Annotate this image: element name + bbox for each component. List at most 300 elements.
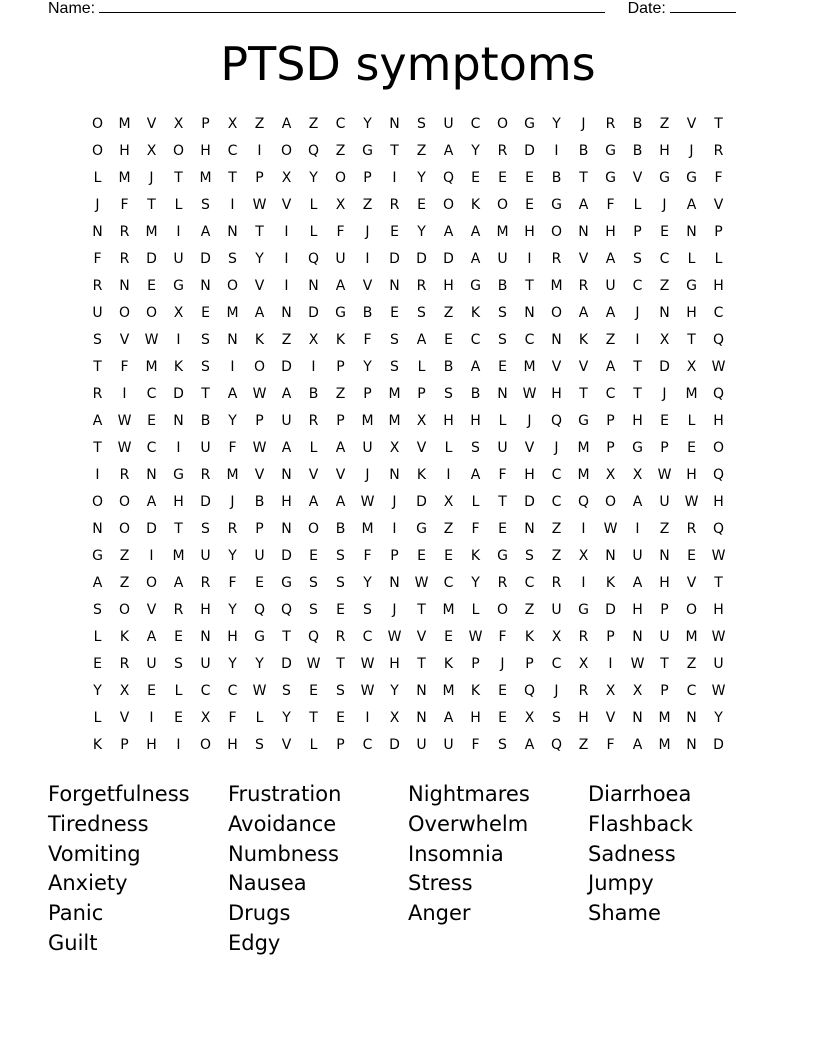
grid-letter: I: [581, 521, 586, 537]
grid-letter: F: [714, 170, 723, 186]
grid-letter: R: [308, 413, 319, 429]
grid-letter: W: [360, 494, 375, 510]
grid-letter: N: [146, 467, 157, 483]
grid-letter: I: [230, 359, 235, 375]
grid-letter: E: [525, 197, 534, 213]
grid-letter: D: [659, 359, 670, 375]
grid-letter: N: [524, 305, 535, 321]
grid-letter: S: [363, 602, 372, 618]
grid-letter: C: [632, 278, 643, 294]
grid-letter: V: [119, 710, 130, 726]
grid-letter: I: [284, 224, 289, 240]
grid-letter: J: [149, 170, 154, 186]
grid-letter: I: [635, 332, 640, 348]
grid-letter: R: [200, 575, 211, 591]
grid-letter: A: [281, 440, 292, 456]
grid-letter: M: [388, 386, 401, 402]
grid-letter: R: [92, 386, 103, 402]
grid-letter: O: [685, 602, 698, 618]
grid-letter: P: [363, 386, 372, 402]
grid-letter: S: [255, 737, 264, 753]
grid-letter: T: [417, 656, 426, 672]
grid-letter: U: [335, 251, 346, 267]
grid-letter: L: [255, 710, 264, 726]
grid-row: [84, 651, 732, 678]
grid-letter: U: [200, 440, 211, 456]
grid-letter: Q: [712, 332, 725, 348]
grid-letter: P: [660, 683, 669, 699]
grid-letter: A: [605, 305, 616, 321]
grid-letter: Z: [119, 548, 130, 564]
grid-letter: U: [92, 305, 103, 321]
grid-letter: N: [308, 278, 319, 294]
grid-letter: P: [120, 737, 129, 753]
grid-letter: H: [524, 224, 535, 240]
grid-letter: A: [470, 359, 481, 375]
grid-row: [84, 732, 732, 759]
grid-letter: U: [254, 548, 265, 564]
grid-row: [84, 435, 732, 462]
grid-letter: E: [336, 710, 345, 726]
grid-letter: M: [145, 359, 158, 375]
grid-letter: G: [524, 116, 535, 132]
grid-row: [84, 246, 732, 273]
grid-letter: M: [577, 467, 590, 483]
grid-letter: E: [255, 575, 264, 591]
grid-letter: I: [230, 197, 235, 213]
grid-letter: Y: [228, 656, 237, 672]
grid-letter: U: [632, 548, 643, 564]
grid-letter: A: [254, 305, 265, 321]
grid-letter: S: [228, 251, 237, 267]
grid-letter: S: [201, 332, 210, 348]
grid-letter: N: [200, 629, 211, 645]
grid-letter: S: [390, 359, 399, 375]
grid-letter: B: [443, 359, 454, 375]
grid-letter: N: [497, 386, 508, 402]
grid-letter: S: [552, 710, 561, 726]
grid-letter: D: [416, 494, 427, 510]
grid-letter: X: [173, 116, 184, 132]
grid-letter: V: [146, 116, 157, 132]
grid-letter: S: [201, 197, 210, 213]
grid-letter: P: [390, 548, 399, 564]
grid-row: [84, 516, 732, 543]
grid-letter: S: [336, 575, 345, 591]
grid-letter: T: [390, 143, 399, 159]
grid-letter: P: [363, 170, 372, 186]
grid-letter: Z: [686, 656, 697, 672]
grid-letter: A: [281, 116, 292, 132]
grid-letter: K: [335, 332, 346, 348]
grid-row: [84, 327, 732, 354]
grid-letter: L: [309, 224, 318, 240]
grid-letter: P: [471, 656, 480, 672]
grid-letter: N: [632, 710, 643, 726]
grid-letter: M: [496, 224, 509, 240]
grid-letter: F: [228, 710, 237, 726]
grid-row: [84, 354, 732, 381]
grid-letter: Q: [442, 170, 455, 186]
grid-letter: A: [632, 575, 643, 591]
grid-letter: D: [173, 386, 184, 402]
grid-letter: Y: [282, 710, 291, 726]
grid-letter: W: [711, 629, 726, 645]
grid-letter: J: [689, 143, 694, 159]
grid-letter: O: [496, 602, 509, 618]
word-list-item: Panic: [48, 901, 104, 926]
grid-letter: C: [335, 116, 346, 132]
grid-letter: Q: [712, 467, 725, 483]
grid-letter: C: [686, 683, 697, 699]
grid-row: [84, 111, 732, 138]
grid-letter: E: [174, 710, 183, 726]
grid-letter: I: [122, 386, 127, 402]
word-list-item: Diarrhoea: [588, 782, 692, 806]
grid-letter: U: [605, 278, 616, 294]
grid-letter: K: [470, 548, 481, 564]
grid-letter: S: [282, 683, 291, 699]
grid-letter: G: [173, 278, 184, 294]
grid-letter: B: [254, 494, 265, 510]
grid-letter: F: [606, 737, 615, 753]
grid-letter: N: [416, 683, 427, 699]
grid-letter: U: [713, 656, 724, 672]
grid-letter: U: [659, 629, 670, 645]
grid-letter: G: [686, 170, 697, 186]
grid-letter: W: [657, 467, 672, 483]
grid-letter: J: [662, 197, 667, 213]
grid-letter: I: [149, 548, 154, 564]
word-list: [48, 780, 768, 959]
grid-letter: E: [498, 170, 507, 186]
grid-letter: C: [659, 251, 670, 267]
grid-letter: F: [471, 737, 480, 753]
grid-letter: R: [119, 224, 130, 240]
grid-letter: E: [471, 170, 480, 186]
grid-letter: C: [713, 305, 724, 321]
grid-letter: L: [174, 683, 183, 699]
grid-letter: I: [527, 251, 532, 267]
grid-letter: A: [578, 305, 589, 321]
grid-letter: M: [442, 683, 455, 699]
grid-letter: T: [93, 359, 102, 375]
grid-letter: J: [95, 197, 100, 213]
grid-letter: N: [200, 278, 211, 294]
grid-letter: W: [360, 656, 375, 672]
grid-letter: D: [281, 656, 292, 672]
grid-letter: G: [281, 575, 292, 591]
word-list-item: Numbness: [228, 841, 339, 866]
grid-letter: V: [281, 197, 292, 213]
grid-letter: R: [578, 683, 589, 699]
grid-letter: L: [93, 170, 102, 186]
grid-letter: H: [551, 386, 562, 402]
grid-letter: M: [145, 224, 158, 240]
grid-letter: G: [362, 143, 373, 159]
grid-letter: N: [524, 521, 535, 537]
grid-letter: Y: [471, 143, 480, 159]
grid-letter: E: [525, 170, 534, 186]
grid-letter: C: [443, 575, 454, 591]
grid-row: [84, 381, 732, 408]
grid-letter: I: [284, 251, 289, 267]
grid-letter: R: [578, 278, 589, 294]
grid-letter: T: [579, 386, 588, 402]
grid-letter: L: [687, 413, 696, 429]
grid-letter: N: [686, 224, 697, 240]
grid-letter: C: [146, 440, 157, 456]
grid-letter: G: [578, 602, 589, 618]
grid-letter: M: [118, 170, 131, 186]
grid-letter: Y: [714, 710, 723, 726]
grid-letter: M: [361, 521, 374, 537]
grid-letter: S: [417, 305, 426, 321]
grid-letter: O: [334, 170, 347, 186]
grid-letter: K: [119, 629, 130, 645]
grid-letter: P: [336, 737, 345, 753]
grid-letter: Z: [335, 386, 346, 402]
grid-letter: V: [551, 359, 562, 375]
grid-letter: Y: [390, 683, 399, 699]
grid-letter: F: [228, 440, 237, 456]
grid-letter: K: [416, 467, 427, 483]
grid-letter: Z: [254, 116, 265, 132]
grid-letter: Q: [307, 143, 320, 159]
grid-letter: Z: [659, 116, 670, 132]
grid-letter: U: [497, 440, 508, 456]
grid-letter: T: [309, 710, 318, 726]
worksheet-header: [48, 0, 736, 19]
grid-letter: W: [306, 656, 321, 672]
grid-letter: R: [173, 602, 184, 618]
grid-letter: F: [498, 467, 507, 483]
grid-letter: B: [632, 116, 643, 132]
grid-letter: V: [686, 575, 697, 591]
grid-row: [84, 192, 732, 219]
grid-letter: Q: [550, 413, 563, 429]
grid-letter: W: [630, 656, 645, 672]
grid-letter: O: [496, 197, 509, 213]
grid-letter: Y: [228, 548, 237, 564]
grid-letter: D: [281, 359, 292, 375]
grid-letter: T: [336, 656, 345, 672]
grid-letter: L: [471, 494, 480, 510]
grid-letter: O: [604, 494, 617, 510]
grid-letter: D: [713, 737, 724, 753]
grid-letter: E: [444, 332, 453, 348]
grid-letter: D: [200, 494, 211, 510]
grid-letter: D: [200, 251, 211, 267]
grid-letter: T: [228, 170, 237, 186]
grid-letter: E: [498, 683, 507, 699]
grid-letter: E: [174, 629, 183, 645]
grid-letter: Z: [659, 521, 670, 537]
grid-letter: H: [119, 143, 130, 159]
grid-letter: C: [551, 467, 562, 483]
grid-letter: T: [714, 575, 723, 591]
word-list-item: Anxiety: [48, 871, 128, 896]
grid-letter: R: [389, 197, 400, 213]
grid-letter: H: [443, 278, 454, 294]
grid-letter: V: [632, 170, 643, 186]
grid-letter: C: [524, 575, 535, 591]
grid-letter: B: [335, 521, 346, 537]
grid-letter: I: [365, 710, 370, 726]
grid-letter: H: [632, 602, 643, 618]
grid-letter: R: [686, 521, 697, 537]
grid-letter: H: [659, 575, 670, 591]
grid-letter: C: [227, 143, 238, 159]
grid-letter: I: [311, 359, 316, 375]
grid-letter: J: [365, 224, 370, 240]
grid-letter: J: [392, 494, 397, 510]
grid-letter: U: [416, 737, 427, 753]
grid-letter: A: [146, 629, 157, 645]
grid-letter: Z: [578, 737, 589, 753]
grid-letter: W: [684, 494, 699, 510]
grid-letter: T: [282, 629, 291, 645]
grid-letter: A: [632, 494, 643, 510]
grid-letter: R: [551, 251, 562, 267]
grid-letter: R: [497, 143, 508, 159]
grid-letter: A: [335, 278, 346, 294]
word-list-item: Nausea: [228, 871, 307, 896]
grid-letter: U: [659, 494, 670, 510]
grid-letter: A: [335, 494, 346, 510]
grid-letter: C: [362, 737, 373, 753]
grid-letter: T: [660, 656, 669, 672]
grid-letter: E: [309, 548, 318, 564]
grid-letter: T: [633, 359, 642, 375]
grid-letter: E: [147, 278, 156, 294]
grid-letter: A: [308, 494, 319, 510]
grid-letter: P: [201, 116, 210, 132]
grid-letter: M: [550, 278, 563, 294]
grid-letter: B: [578, 143, 589, 159]
word-list-item: Avoidance: [228, 811, 337, 836]
grid-letter: X: [281, 170, 292, 186]
grid-letter: N: [389, 467, 400, 483]
grid-letter: F: [363, 548, 372, 564]
grid-letter: O: [145, 305, 158, 321]
grid-letter: E: [417, 197, 426, 213]
grid-letter: L: [714, 251, 723, 267]
grid-letter: G: [686, 278, 697, 294]
grid-letter: H: [227, 737, 238, 753]
grid-letter: F: [93, 251, 102, 267]
grid-letter: R: [551, 575, 562, 591]
grid-letter: T: [147, 197, 156, 213]
grid-letter: Y: [363, 116, 372, 132]
grid-letter: C: [551, 656, 562, 672]
grid-letter: O: [91, 116, 104, 132]
grid-letter: F: [471, 521, 480, 537]
grid-row: [84, 678, 732, 705]
grid-letter: R: [119, 467, 130, 483]
grid-row: [84, 219, 732, 246]
grid-letter: W: [117, 413, 132, 429]
grid-letter: Q: [523, 683, 536, 699]
grid-letter: P: [633, 224, 642, 240]
grid-letter: E: [147, 683, 156, 699]
grid-letter: R: [335, 629, 346, 645]
grid-letter: G: [335, 305, 346, 321]
grid-letter: N: [281, 467, 292, 483]
word-list-item: Jumpy: [588, 871, 654, 896]
word-list-item: Drugs: [228, 901, 291, 926]
grid-letter: D: [308, 305, 319, 321]
grid-letter: X: [605, 683, 616, 699]
word-list-item: Frustration: [228, 782, 342, 806]
grid-letter: M: [388, 413, 401, 429]
grid-letter: O: [118, 602, 131, 618]
grid-letter: I: [176, 440, 181, 456]
grid-letter: T: [633, 386, 642, 402]
grid-letter: B: [632, 143, 643, 159]
grid-letter: R: [605, 116, 616, 132]
grid-letter: A: [443, 143, 454, 159]
grid-letter: R: [497, 575, 508, 591]
word-list-item: Guilt: [48, 930, 98, 955]
grid-letter: C: [551, 494, 562, 510]
grid-letter: U: [443, 116, 454, 132]
grid-letter: S: [309, 575, 318, 591]
grid-letter: W: [711, 359, 726, 375]
grid-letter: Y: [255, 656, 264, 672]
letter-grid: [84, 111, 732, 759]
grid-letter: O: [550, 305, 563, 321]
grid-letter: E: [390, 224, 399, 240]
grid-letter: G: [173, 467, 184, 483]
grid-letter: Z: [443, 305, 454, 321]
grid-letter: O: [712, 440, 725, 456]
grid-letter: X: [389, 440, 400, 456]
grid-letter: B: [308, 386, 319, 402]
grid-letter: F: [228, 575, 237, 591]
grid-letter: R: [713, 143, 724, 159]
grid-letter: E: [498, 710, 507, 726]
grid-letter: C: [524, 332, 535, 348]
grid-letter: Y: [255, 251, 264, 267]
grid-letter: O: [91, 143, 104, 159]
grid-letter: F: [120, 197, 129, 213]
grid-letter: C: [605, 386, 616, 402]
grid-letter: N: [92, 521, 103, 537]
grid-letter: I: [554, 143, 559, 159]
grid-letter: I: [608, 656, 613, 672]
grid-row: [84, 570, 732, 597]
grid-letter: N: [416, 710, 427, 726]
grid-letter: Q: [307, 629, 320, 645]
grid-letter: I: [257, 143, 262, 159]
grid-letter: A: [605, 251, 616, 267]
grid-letter: K: [578, 332, 589, 348]
grid-letter: I: [284, 278, 289, 294]
grid-letter: V: [686, 116, 697, 132]
grid-letter: X: [632, 683, 643, 699]
grid-letter: E: [498, 359, 507, 375]
grid-letter: T: [201, 386, 210, 402]
grid-letter: H: [713, 413, 724, 429]
word-list-item: Anger: [408, 901, 471, 926]
grid-letter: M: [658, 710, 671, 726]
grid-letter: R: [578, 629, 589, 645]
grid-letter: U: [497, 251, 508, 267]
grid-letter: J: [527, 413, 532, 429]
grid-letter: M: [118, 116, 131, 132]
word-list-item: Stress: [408, 871, 473, 896]
